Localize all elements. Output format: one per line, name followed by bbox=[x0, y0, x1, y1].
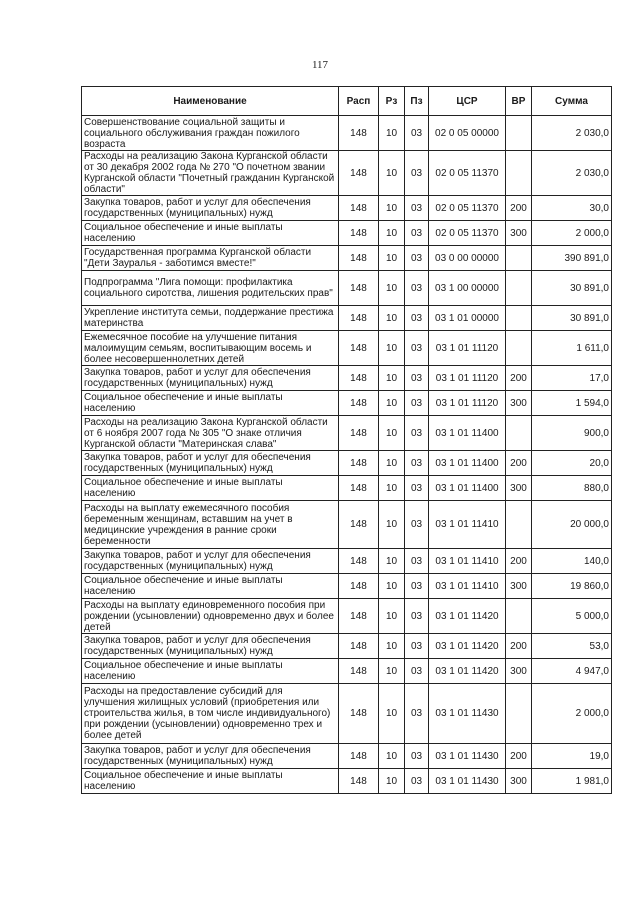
cell-rz: 10 bbox=[379, 416, 405, 451]
cell-rasp: 148 bbox=[339, 416, 379, 451]
cell-sum: 2 030,0 bbox=[532, 151, 612, 196]
cell-sum: 30 891,0 bbox=[532, 306, 612, 331]
cell-pz: 03 bbox=[405, 769, 429, 794]
cell-vr bbox=[506, 501, 532, 549]
cell-vr: 200 bbox=[506, 451, 532, 476]
cell-rz: 10 bbox=[379, 574, 405, 599]
cell-csr: 03 1 01 11420 bbox=[429, 659, 506, 684]
cell-name: Закупка товаров, работ и услуг для обеспечения государственных (муниципальных) нужд bbox=[82, 549, 339, 574]
header-rasp: Расп bbox=[339, 87, 379, 116]
cell-sum: 1 981,0 bbox=[532, 769, 612, 794]
cell-name: Расходы на реализацию Закона Курганской области от 6 ноября 2007 года № 305 "О знаке отличия Курганской области "Материнская слава" bbox=[82, 416, 339, 451]
cell-vr bbox=[506, 151, 532, 196]
cell-sum: 17,0 bbox=[532, 366, 612, 391]
cell-name: Закупка товаров, работ и услуг для обеспечения государственных (муниципальных) нужд bbox=[82, 634, 339, 659]
cell-rasp: 148 bbox=[339, 599, 379, 634]
cell-rz: 10 bbox=[379, 451, 405, 476]
cell-rz: 10 bbox=[379, 684, 405, 744]
cell-pz: 03 bbox=[405, 501, 429, 549]
cell-vr: 300 bbox=[506, 659, 532, 684]
table-row bbox=[82, 116, 612, 151]
cell-rasp: 148 bbox=[339, 574, 379, 599]
cell-rasp: 148 bbox=[339, 634, 379, 659]
cell-rz: 10 bbox=[379, 391, 405, 416]
table-row bbox=[82, 151, 612, 196]
cell-pz: 03 bbox=[405, 151, 429, 196]
header-rz: Рз bbox=[379, 87, 405, 116]
cell-rasp: 148 bbox=[339, 306, 379, 331]
table-row bbox=[82, 416, 612, 451]
cell-csr: 02 0 05 11370 bbox=[429, 196, 506, 221]
cell-pz: 03 bbox=[405, 271, 429, 306]
cell-rasp: 148 bbox=[339, 196, 379, 221]
cell-pz: 03 bbox=[405, 659, 429, 684]
cell-vr: 300 bbox=[506, 769, 532, 794]
cell-rz: 10 bbox=[379, 476, 405, 501]
cell-csr: 02 0 05 11370 bbox=[429, 151, 506, 196]
table-row bbox=[82, 306, 612, 331]
cell-rz: 10 bbox=[379, 634, 405, 659]
table-row bbox=[82, 196, 612, 221]
cell-name: Социальное обеспечение и иные выплаты населению bbox=[82, 659, 339, 684]
cell-rz: 10 bbox=[379, 744, 405, 769]
cell-pz: 03 bbox=[405, 574, 429, 599]
cell-csr: 03 1 01 11120 bbox=[429, 331, 506, 366]
cell-pz: 03 bbox=[405, 331, 429, 366]
cell-pz: 03 bbox=[405, 599, 429, 634]
cell-vr: 300 bbox=[506, 574, 532, 599]
cell-name: Социальное обеспечение и иные выплаты населению bbox=[82, 574, 339, 599]
cell-rasp: 148 bbox=[339, 451, 379, 476]
cell-vr: 200 bbox=[506, 744, 532, 769]
table-body bbox=[82, 116, 612, 794]
table-row bbox=[82, 659, 612, 684]
cell-csr: 03 1 01 11410 bbox=[429, 574, 506, 599]
cell-vr bbox=[506, 246, 532, 271]
cell-csr: 03 1 01 11400 bbox=[429, 476, 506, 501]
cell-pz: 03 bbox=[405, 306, 429, 331]
cell-rz: 10 bbox=[379, 151, 405, 196]
cell-vr: 200 bbox=[506, 549, 532, 574]
table-row bbox=[82, 246, 612, 271]
table-row bbox=[82, 599, 612, 634]
cell-rz: 10 bbox=[379, 196, 405, 221]
cell-name: Закупка товаров, работ и услуг для обеспечения государственных (муниципальных) нужд bbox=[82, 744, 339, 769]
cell-csr: 02 0 05 00000 bbox=[429, 116, 506, 151]
cell-rz: 10 bbox=[379, 659, 405, 684]
cell-pz: 03 bbox=[405, 634, 429, 659]
header-vr: ВР bbox=[506, 87, 532, 116]
cell-csr: 03 1 01 11410 bbox=[429, 549, 506, 574]
page-number: 117 bbox=[311, 59, 329, 71]
cell-pz: 03 bbox=[405, 684, 429, 744]
cell-csr: 03 1 01 11400 bbox=[429, 451, 506, 476]
cell-vr: 200 bbox=[506, 634, 532, 659]
cell-vr bbox=[506, 416, 532, 451]
cell-sum: 880,0 bbox=[532, 476, 612, 501]
cell-rz: 10 bbox=[379, 116, 405, 151]
table-row bbox=[82, 549, 612, 574]
cell-csr: 03 1 01 11400 bbox=[429, 416, 506, 451]
cell-rasp: 148 bbox=[339, 221, 379, 246]
cell-rz: 10 bbox=[379, 331, 405, 366]
cell-csr: 03 1 01 11120 bbox=[429, 366, 506, 391]
cell-rasp: 148 bbox=[339, 151, 379, 196]
cell-name: Социальное обеспечение и иные выплаты населению bbox=[82, 221, 339, 246]
cell-csr: 03 1 01 11430 bbox=[429, 744, 506, 769]
cell-sum: 53,0 bbox=[532, 634, 612, 659]
cell-pz: 03 bbox=[405, 744, 429, 769]
cell-vr bbox=[506, 271, 532, 306]
cell-rasp: 148 bbox=[339, 116, 379, 151]
budget-table bbox=[81, 86, 612, 794]
table-row bbox=[82, 684, 612, 744]
cell-csr: 03 1 01 00000 bbox=[429, 306, 506, 331]
cell-vr: 200 bbox=[506, 366, 532, 391]
cell-sum: 1 594,0 bbox=[532, 391, 612, 416]
table-row bbox=[82, 451, 612, 476]
cell-pz: 03 bbox=[405, 221, 429, 246]
cell-rasp: 148 bbox=[339, 331, 379, 366]
cell-pz: 03 bbox=[405, 246, 429, 271]
header-sum: Сумма bbox=[532, 87, 612, 116]
cell-rasp: 148 bbox=[339, 476, 379, 501]
cell-rz: 10 bbox=[379, 769, 405, 794]
cell-rasp: 148 bbox=[339, 744, 379, 769]
cell-csr: 03 1 01 11120 bbox=[429, 391, 506, 416]
table-row bbox=[82, 366, 612, 391]
cell-sum: 2 000,0 bbox=[532, 684, 612, 744]
cell-name: Социальное обеспечение и иные выплаты населению bbox=[82, 769, 339, 794]
cell-csr: 03 0 00 00000 bbox=[429, 246, 506, 271]
cell-csr: 03 1 01 11410 bbox=[429, 501, 506, 549]
cell-name: Закупка товаров, работ и услуг для обеспечения государственных (муниципальных) нужд bbox=[82, 366, 339, 391]
cell-rasp: 148 bbox=[339, 246, 379, 271]
table-row bbox=[82, 634, 612, 659]
cell-csr: 03 1 01 11420 bbox=[429, 599, 506, 634]
cell-vr: 200 bbox=[506, 196, 532, 221]
table-row bbox=[82, 271, 612, 306]
cell-pz: 03 bbox=[405, 451, 429, 476]
cell-rasp: 148 bbox=[339, 271, 379, 306]
cell-name: Социальное обеспечение и иные выплаты населению bbox=[82, 476, 339, 501]
cell-name: Государственная программа Курганской области "Дети Зауралья - заботимся вместе!" bbox=[82, 246, 339, 271]
cell-csr: 03 1 01 11420 bbox=[429, 634, 506, 659]
cell-name: Совершенствование социальной защиты и социального обслуживания граждан пожилого возраста bbox=[82, 116, 339, 151]
cell-sum: 30 891,0 bbox=[532, 271, 612, 306]
cell-sum: 1 611,0 bbox=[532, 331, 612, 366]
cell-vr bbox=[506, 684, 532, 744]
cell-sum: 4 947,0 bbox=[532, 659, 612, 684]
cell-vr: 300 bbox=[506, 221, 532, 246]
table-row bbox=[82, 391, 612, 416]
cell-sum: 5 000,0 bbox=[532, 599, 612, 634]
cell-name: Расходы на выплату ежемесячного пособия беременным женщинам, вставшим на учет в медицинские учреждения в ранние сроки беременности bbox=[82, 501, 339, 549]
cell-rz: 10 bbox=[379, 501, 405, 549]
cell-rz: 10 bbox=[379, 599, 405, 634]
table-row bbox=[82, 574, 612, 599]
cell-sum: 20,0 bbox=[532, 451, 612, 476]
cell-name: Подпрограмма "Лига помощи: профилактика социального сиротства, лишения родительских прав" bbox=[82, 271, 339, 306]
cell-rz: 10 bbox=[379, 549, 405, 574]
cell-pz: 03 bbox=[405, 476, 429, 501]
cell-rasp: 148 bbox=[339, 659, 379, 684]
cell-sum: 390 891,0 bbox=[532, 246, 612, 271]
cell-pz: 03 bbox=[405, 416, 429, 451]
cell-name: Ежемесячное пособие на улучшение питания малоимущим семьям, воспитывающим восемь и более несовершеннолетних детей bbox=[82, 331, 339, 366]
table-row bbox=[82, 501, 612, 549]
cell-rasp: 148 bbox=[339, 501, 379, 549]
cell-rz: 10 bbox=[379, 306, 405, 331]
cell-sum: 2 000,0 bbox=[532, 221, 612, 246]
cell-sum: 140,0 bbox=[532, 549, 612, 574]
cell-pz: 03 bbox=[405, 391, 429, 416]
cell-sum: 2 030,0 bbox=[532, 116, 612, 151]
cell-sum: 19 860,0 bbox=[532, 574, 612, 599]
table-row bbox=[82, 769, 612, 794]
table-row bbox=[82, 331, 612, 366]
cell-rasp: 148 bbox=[339, 391, 379, 416]
table-row bbox=[82, 744, 612, 769]
cell-name: Расходы на выплату единовременного пособия при рождении (усыновлении) одновременно двух и более детей bbox=[82, 599, 339, 634]
cell-rasp: 148 bbox=[339, 549, 379, 574]
header-csr: ЦСР bbox=[429, 87, 506, 116]
cell-csr: 03 1 01 11430 bbox=[429, 684, 506, 744]
table-row bbox=[82, 476, 612, 501]
cell-name: Закупка товаров, работ и услуг для обеспечения государственных (муниципальных) нужд bbox=[82, 196, 339, 221]
cell-rasp: 148 bbox=[339, 684, 379, 744]
cell-name: Расходы на предоставление субсидий для улучшения жилищных условий (приобретения или строительства жилья, в том числе индивидуального) при рождении (усыновлении) одновременно трех и более детей bbox=[82, 684, 339, 744]
cell-name: Укрепление института семьи, поддержание престижа материнства bbox=[82, 306, 339, 331]
cell-rz: 10 bbox=[379, 366, 405, 391]
cell-sum: 900,0 bbox=[532, 416, 612, 451]
cell-vr bbox=[506, 331, 532, 366]
cell-csr: 03 1 01 11430 bbox=[429, 769, 506, 794]
cell-pz: 03 bbox=[405, 366, 429, 391]
cell-rz: 10 bbox=[379, 246, 405, 271]
cell-vr bbox=[506, 306, 532, 331]
cell-csr: 02 0 05 11370 bbox=[429, 221, 506, 246]
cell-name: Социальное обеспечение и иные выплаты населению bbox=[82, 391, 339, 416]
cell-name: Расходы на реализацию Закона Курганской области от 30 декабря 2002 года № 270 "О почетном звании Курганской области "Почетный гражданин Курганской области" bbox=[82, 151, 339, 196]
cell-sum: 20 000,0 bbox=[532, 501, 612, 549]
cell-pz: 03 bbox=[405, 549, 429, 574]
cell-rasp: 148 bbox=[339, 769, 379, 794]
cell-sum: 30,0 bbox=[532, 196, 612, 221]
header-name: Наименование bbox=[82, 87, 339, 116]
cell-vr bbox=[506, 116, 532, 151]
cell-sum: 19,0 bbox=[532, 744, 612, 769]
cell-vr: 300 bbox=[506, 476, 532, 501]
cell-rasp: 148 bbox=[339, 366, 379, 391]
cell-vr: 300 bbox=[506, 391, 532, 416]
table-header-row bbox=[82, 87, 612, 116]
cell-vr bbox=[506, 599, 532, 634]
cell-rz: 10 bbox=[379, 221, 405, 246]
table-row bbox=[82, 221, 612, 246]
cell-pz: 03 bbox=[405, 116, 429, 151]
cell-name: Закупка товаров, работ и услуг для обеспечения государственных (муниципальных) нужд bbox=[82, 451, 339, 476]
cell-csr: 03 1 00 00000 bbox=[429, 271, 506, 306]
header-pz: Пз bbox=[405, 87, 429, 116]
cell-pz: 03 bbox=[405, 196, 429, 221]
cell-rz: 10 bbox=[379, 271, 405, 306]
